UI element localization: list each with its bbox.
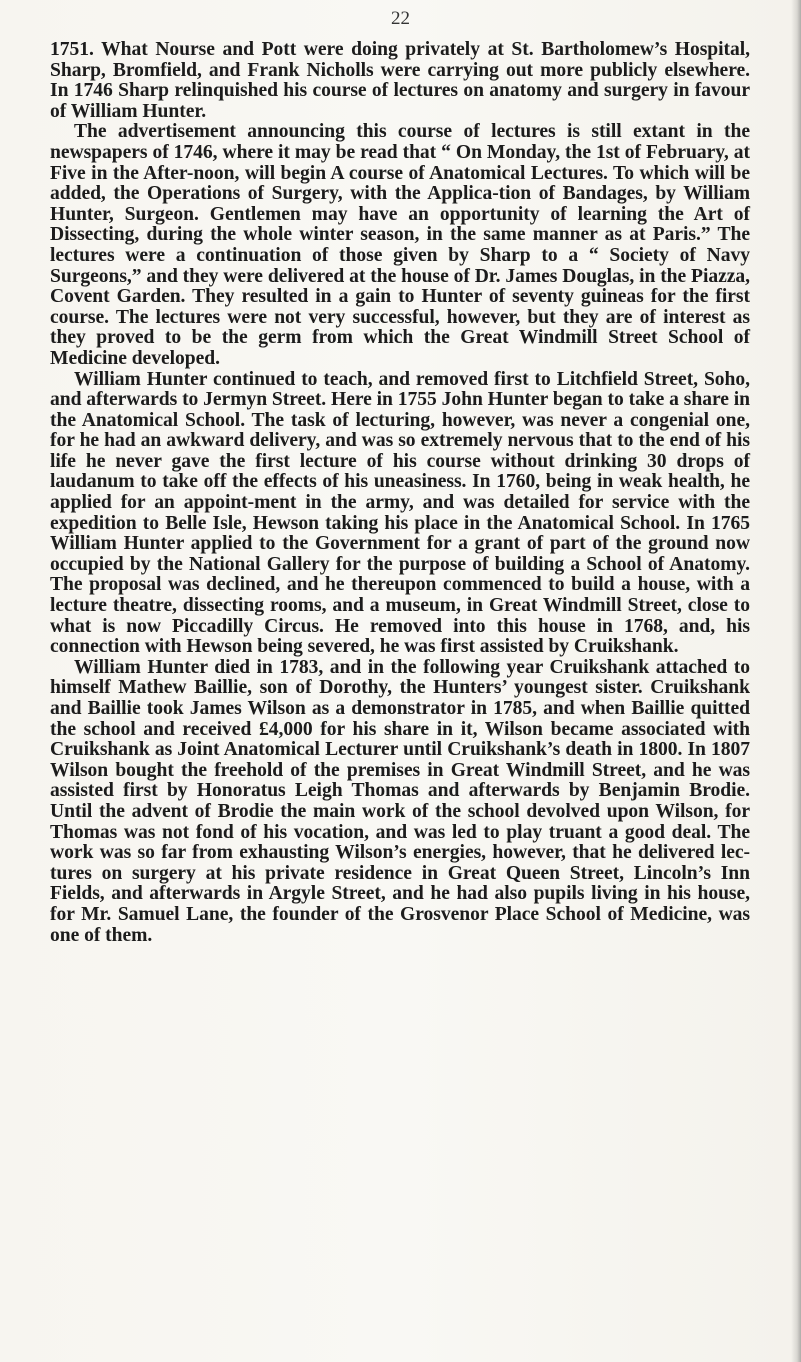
page-number: 22 <box>391 8 410 29</box>
paragraph: The advertisement announcing this course of lectures is still extant in the newspapers of 1746, where it may be read that “ On Monday, the 1st of February, at Five in the After-noon, will begin A course of Anatomical Lectures. To which will be added, the Operations of Surgery, with the Applica-tion of Bandages, by William Hunter, Surgeon. Gentlemen may have an opportunity of learning the Art of Dissecting, during the whole winter season, in the same manner as at Paris.” The lectures were a continuation of those given by Sharp to a “ Society of Navy Surgeons,” and they were delivered at the house of Dr. James Douglas, in the Piazza, Covent Garden. They resulted in a gain to Hunter of seventy guineas for the first course. The lectures were not very successful, however, but they are of interest as they proved to be the germ from which the Great Windmill Street School of Medicine developed. <box>50 121 750 369</box>
body-text <box>50 40 750 946</box>
paragraph: 1751. What Nourse and Pott were doing privately at St. Bartholomew’s Hospital, Sharp, Bromfield, and Frank Nicholls were carrying out more publicly elsewhere. In 1746 Sharp relinquished his course of lectures on anatomy and surgery in favour of William Hunter. <box>50 39 750 122</box>
paragraph: William Hunter continued to teach, and removed first to Litchfield Street, Soho, and afterwards to Jermyn Street. Here in 1755 John Hunter began to take a share in the Anatomical School. The task of lecturing, however, was never a congenial one, for he had an awkward delivery, and was so extremely nervous that to the end of his life he never gave the first lecture of his course without drinking 30 drops of laudanum to take off the effects of his uneasiness. In 1760, being in weak health, he applied for an appoint-ment in the army, and was detailed for service with the expedition to Belle Isle, Hewson taking his place in the Anatomical School. In 1765 William Hunter applied to the Government for a grant of part of the ground now occupied by the National Gallery for the purpose of building a School of Anatomy. The proposal was declined, and he thereupon commenced to build a house, with a lecture theatre, dissecting rooms, and a museum, in Great Windmill Street, close to what is now Piccadilly Circus. He removed into this house in 1768, and, his connection with Hewson being severed, he was first assisted by Cruikshank. <box>50 368 750 658</box>
page-edge-shadow <box>791 0 801 1362</box>
paragraph: William Hunter died in 1783, and in the following year Cruikshank attached to himself Mathew Baillie, son of Dorothy, the Hunters’ youngest sister. Cruikshank and Baillie took James Wilson as a demonstrator in 1785, and when Baillie quitted the school and received £4,000 for his share in it, Wilson became associated with Cruikshank as Joint Anatomical Lecturer until Cruikshank’s death in 1800. In 1807 Wilson bought the freehold of the premises in Great Windmill Street, and he was assisted first by Honoratus Leigh Thomas and afterwards by Benjamin Brodie. Until the advent of Brodie the main work of the school devolved upon Wilson, for Thomas was not fond of his vocation, and was led to play truant a good deal. The work was so far from exhausting Wilson’s energies, however, that he delivered lec-tures on surgery at his private residence in Great Queen Street, Lincoln’s Inn Fields, and afterwards in Argyle Street, and he had also pupils living in his house, for Mr. Samuel Lane, the founder of the Grosvenor Place School of Medicine, was one of them. <box>50 656 750 946</box>
